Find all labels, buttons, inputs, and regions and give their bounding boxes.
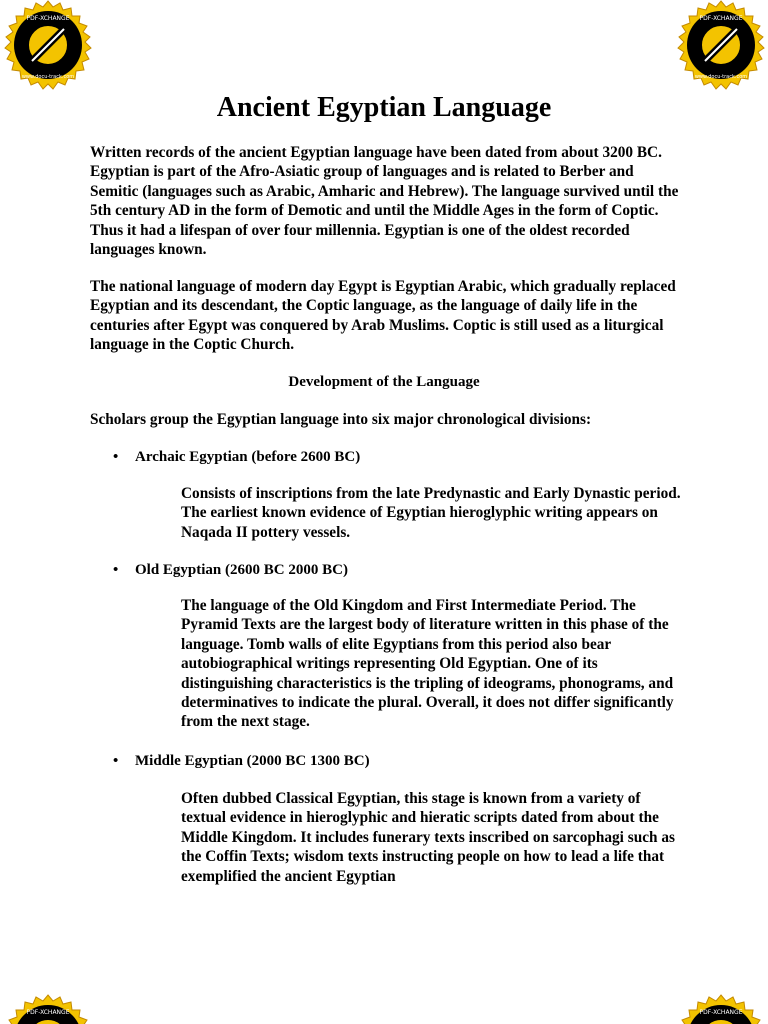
- divisions-intro: Scholars group the Egyptian language into six major chronological divisions:: [90, 411, 592, 428]
- national-language-paragraph: The national language of modern day Egypt is Egyptian Arabic, which gradually replaced Egyptian and its descendant, the Coptic language, as the language of daily life in the centuries after Egypt was conquered by Arab Muslims. Coptic is still used as a liturgical language in the Coptic Church.: [90, 278, 676, 354]
- no-entry-seal-icon: [2, 0, 94, 92]
- svg-text:PDF-XCHANGE: PDF-XCHANGE: [26, 1009, 70, 1016]
- svg-text:PDF-XCHANGE: PDF-XCHANGE: [699, 1009, 743, 1016]
- division-text-archaic: Consists of inscriptions from the late Predynastic and Early Dynastic period. The earliest known evidence of Egyptian hieroglyphic writing appears on Naqada II pottery vessels.: [181, 485, 681, 541]
- svg-text:PDF-XCHANGE: PDF-XCHANGE: [699, 15, 743, 22]
- svg-text:www.docu-track.com: www.docu-track.com: [694, 74, 748, 80]
- watermark-badge-top-right[interactable]: [675, 0, 767, 92]
- division-heading-archaic: [113, 448, 360, 467]
- bullet-icon: •: [113, 753, 119, 769]
- page-title: Ancient Egyptian Language: [216, 92, 552, 123]
- intro-paragraph: Written records of the ancient Egyptian language have been dated from about 3200 BC. Egyptian is part of the Afro-Asiatic group of languages and is related to Berber and Semitic (languages such as Arabic, Amharic and Hebrew). The language survived until the 5th century AD in the form of Demotic and until the Middle Ages in the form of Coptic. Thus it had a lifespan of over four millennia. Egyptian is one of the oldest recorded languages known.: [90, 144, 679, 259]
- no-entry-seal-icon: [2, 994, 94, 1024]
- division-heading-text: Middle Egyptian (2000 BC 1300 BC): [135, 753, 370, 769]
- division-text-old: The language of the Old Kingdom and First Intermediate Period. The Pyramid Texts are the largest body of literature written in this phase of the language. Tomb walls of elite Egyptians from this period also bear autobiographical writings representing Old Egyptian. One of its distinguishing characteristics is the tripling of ideograms, phonograms, and determinatives to indicate the plural. Overall, it does not differ significantly from the next stage.: [181, 597, 674, 731]
- watermark-badge-top-left[interactable]: [2, 0, 94, 92]
- no-entry-seal-icon: [675, 994, 767, 1024]
- watermark-badge-bottom-right[interactable]: [675, 994, 767, 1024]
- division-heading-text: Archaic Egyptian (before 2600 BC): [135, 449, 361, 465]
- division-heading-text: Old Egyptian (2600 BC 2000 BC): [135, 562, 348, 578]
- section-heading: Development of the Language: [288, 374, 480, 390]
- division-heading-old: [113, 561, 348, 580]
- svg-text:PDF-XCHANGE: PDF-XCHANGE: [26, 15, 70, 22]
- no-entry-seal-icon: [675, 0, 767, 92]
- svg-text:www.docu-track.com: www.docu-track.com: [21, 74, 75, 80]
- bullet-icon: •: [113, 449, 119, 465]
- watermark-badge-bottom-left[interactable]: [2, 994, 94, 1024]
- division-heading-middle: [113, 752, 370, 771]
- division-text-middle: Often dubbed Classical Egyptian, this stage is known from a variety of textual evidence in hieroglyphic and hieratic scripts dated from about the Middle Kingdom. It includes funerary texts inscribed on sarcophagi such as the Coffin Texts; wisdom texts instructing people on how to lead a life that exemplified the ancient Egyptian: [181, 790, 675, 885]
- bullet-icon: •: [113, 562, 119, 578]
